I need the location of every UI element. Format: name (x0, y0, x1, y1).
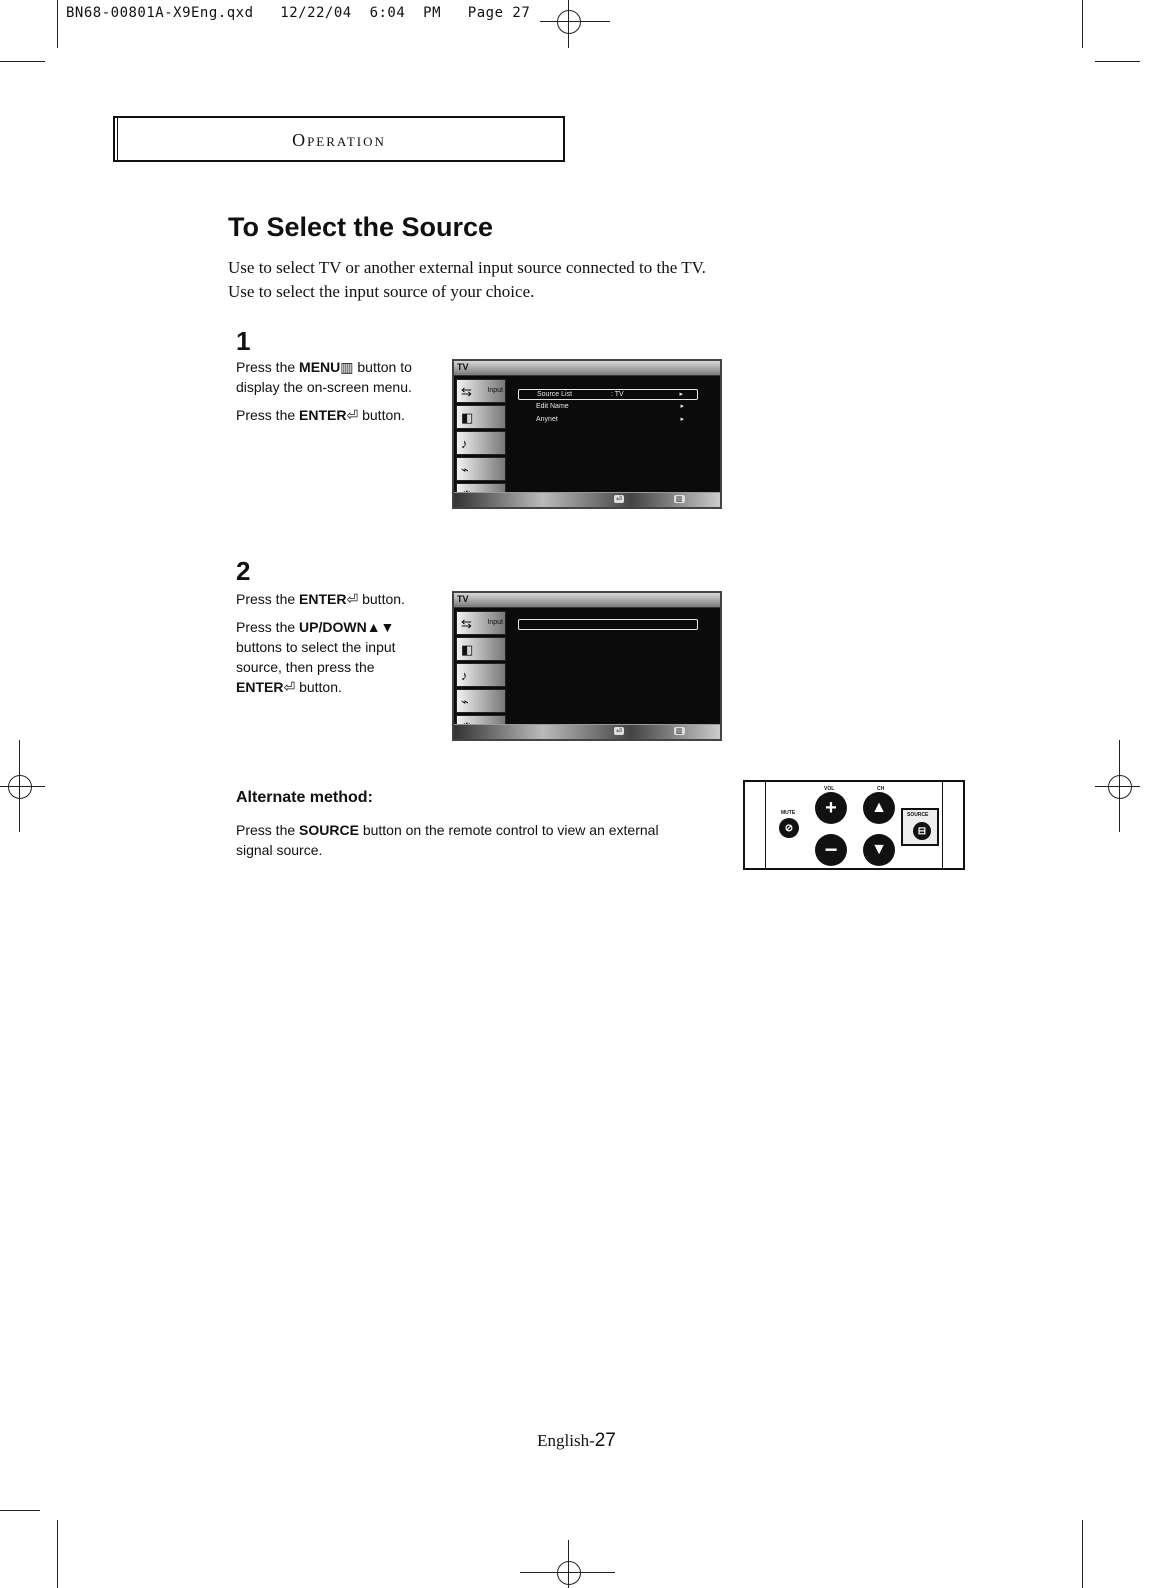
picture-icon: ◧ (461, 410, 474, 425)
crop-mark (57, 1520, 58, 1588)
osd-tab-picture (456, 405, 506, 429)
sound-icon: ♪ (461, 668, 468, 683)
arrow-right-icon: ▸ (679, 391, 683, 398)
step-line: Press the ENTER⏎ button. (236, 407, 405, 423)
osd-tab-sound (456, 663, 506, 687)
osd-screen-source-list (452, 591, 722, 741)
section-title: Operation (292, 130, 386, 150)
registration-mark (8, 775, 32, 799)
registration-mark-line (568, 1540, 569, 1588)
section-header (113, 116, 565, 162)
mute-label: MUTE (781, 810, 796, 816)
vol-up-icon: + (815, 792, 847, 824)
vol-label: VOL (824, 786, 835, 792)
osd-row-anynet: Anynet ▸ (536, 416, 684, 423)
menu-icon: ▥ (340, 359, 354, 375)
crop-mark (0, 61, 45, 62)
crop-mark (57, 0, 58, 48)
source-icon: ⊟ (913, 822, 931, 840)
osd-sidebar (454, 607, 508, 725)
osd-tab-picture (456, 637, 506, 661)
osd-row-edit-name: Edit Name ▸ (536, 403, 684, 410)
osd-tv-tag: TV (457, 362, 469, 372)
print-slug: BN68-00801A-X9Eng.qxd 12/22/04 6:04 PM Page 27 (66, 5, 531, 21)
enter-icon: ⏎ (346, 591, 359, 607)
input-icon: ⇆ (461, 616, 472, 631)
page-number: 27 (594, 1430, 616, 1451)
crop-mark (1082, 1520, 1083, 1588)
registration-mark-line (568, 0, 569, 48)
alternate-method-text: Press the SOURCE button on the remote control to view an external signal source. (236, 822, 659, 858)
osd-tab-input (456, 611, 506, 635)
ch-down-icon: ▼ (863, 834, 895, 866)
registration-mark-line (540, 21, 610, 22)
source-label: SOURCE (907, 812, 929, 818)
arrow-right-icon: ▸ (680, 403, 684, 410)
picture-icon: ◧ (461, 642, 474, 657)
footer-language: English- (537, 1431, 595, 1450)
page-footer (0, 1430, 1153, 1452)
osd-tab-label: Input (487, 619, 503, 626)
step-line: Press the MENU▥ button to display the on-screen menu. (236, 359, 412, 395)
osd-sidebar (454, 375, 508, 493)
registration-mark (1108, 775, 1132, 799)
osd-tab-sound (456, 431, 506, 455)
page-title: To Select the Source (228, 212, 494, 242)
intro-text (228, 256, 706, 304)
source-button-highlight (901, 808, 939, 846)
channel-icon: ⌁ (461, 694, 469, 709)
osd-title-bar (454, 361, 720, 376)
step-number: 2 (236, 556, 251, 586)
enter-icon: ⏎ (616, 496, 622, 503)
osd-tab-channel (456, 457, 506, 481)
registration-mark-line (19, 740, 20, 832)
osd-screen-input-menu (452, 359, 722, 509)
ch-label: CH (877, 786, 885, 792)
sound-icon: ♪ (461, 436, 468, 451)
intro-line: Use to select the input source of your choice. (228, 282, 535, 301)
vol-down-icon: − (815, 834, 847, 866)
channel-icon: ⌁ (461, 462, 469, 477)
crop-mark (1082, 0, 1083, 48)
step-number: 1 (236, 326, 251, 356)
osd-hint-bar (454, 492, 720, 507)
osd-tv-tag: TV (457, 594, 469, 604)
step-1-instructions (236, 357, 436, 433)
registration-mark (557, 10, 581, 34)
osd-tab-channel (456, 689, 506, 713)
step-line: Press the ENTER⏎ button. (236, 591, 405, 607)
crop-mark (1095, 61, 1140, 62)
menu-icon: ▥ (676, 728, 683, 735)
remote-control-illustration (743, 780, 965, 870)
osd-tab-label: Input (487, 387, 503, 394)
ch-up-icon: ▲ (863, 792, 895, 824)
crop-mark (0, 1510, 40, 1511)
osd-row-source-list: Source List : TV ▸ (518, 389, 698, 400)
registration-mark-line (1095, 786, 1140, 787)
menu-icon: ▥ (676, 496, 683, 503)
enter-icon: ⏎ (346, 407, 359, 423)
arrow-right-icon: ▸ (680, 416, 684, 423)
registration-mark-line (0, 786, 45, 787)
osd-title-bar (454, 593, 720, 608)
registration-mark-line (1119, 740, 1120, 832)
up-down-icon: ▲▼ (366, 619, 395, 635)
enter-icon: ⏎ (283, 679, 296, 695)
enter-icon: ⏎ (616, 728, 622, 735)
step-line: Press the UP/DOWN▲▼ buttons to select the input source, then press the ENTER⏎ button. (236, 619, 396, 695)
intro-line: Use to select TV or another external input source connected to the TV. (228, 258, 706, 277)
mute-icon: ⊘ (779, 818, 799, 838)
osd-hint-bar (454, 724, 720, 739)
step-2-instructions (236, 589, 436, 705)
osd-row-selected-source (518, 619, 698, 630)
input-icon: ⇆ (461, 384, 472, 399)
osd-tab-input (456, 379, 506, 403)
registration-mark (557, 1561, 581, 1585)
alternate-method-heading: Alternate method: (236, 789, 373, 806)
